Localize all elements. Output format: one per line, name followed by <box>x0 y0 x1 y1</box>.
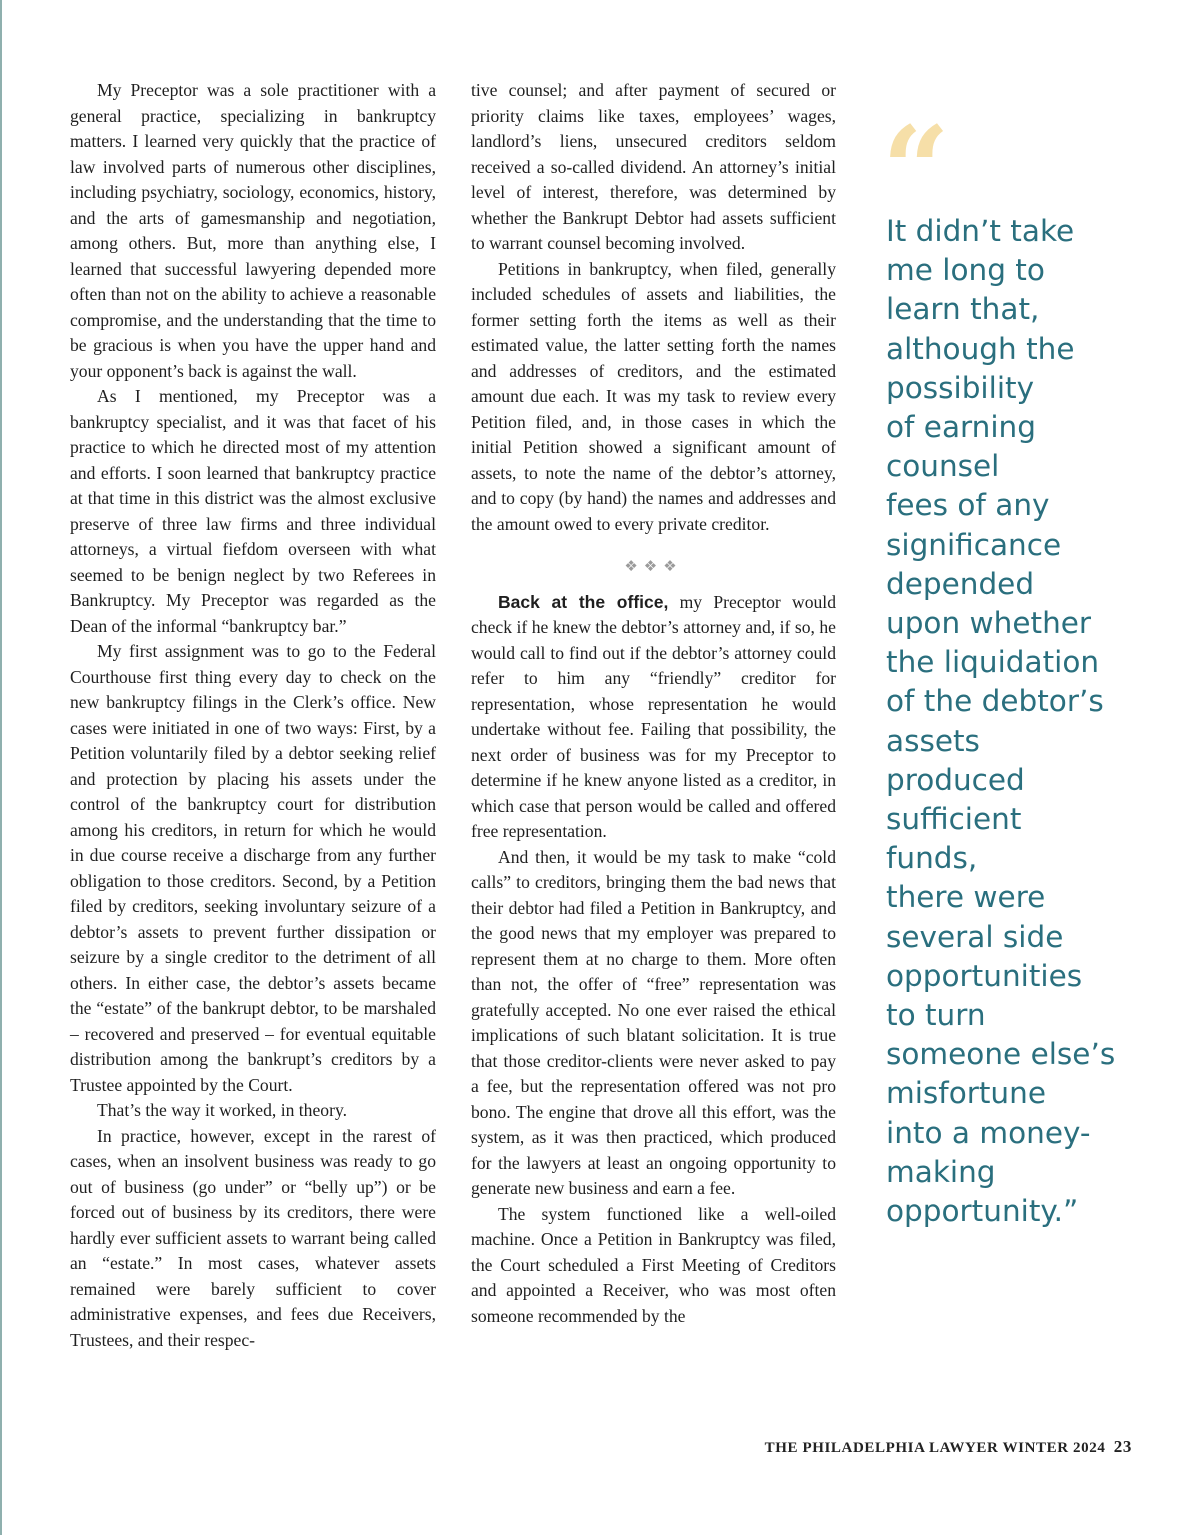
paragraph-in-theory: That’s the way it worked, in theory. <box>97 1100 347 1120</box>
paragraph-continuation: tive counsel; and after payment of secured or priority claims like taxes, employees’ wages, landlord’s liens, unsecured creditors seldom received a so-called dividend. An attorney’s initial level of interest, therefore, was determined by whether the Bankrupt Debtor had assets sufficient to warrant counsel becoming involved. <box>471 80 836 253</box>
section-break-ornament: ❖❖❖ <box>624 557 683 575</box>
paragraph-first-assignment: My first assignment was to go to the Federal Courthouse first thing every day to check on the new bankruptcy filings in the Clerk’s office. New cases were initiated in one of two ways: First, by a Petition voluntarily filed by a debtor seeking relief and protection by placing his assets under the control of the bankruptcy court for distribution among his creditors, in return for which he would in due course receive a discharge from any further obligation to those creditors. Second, by a Petition filed by creditors, seeking involuntary seizure of a debtor’s assets to prevent further dissipation or seizure by a single creditor to the detriment of all others. In either case, the debtor’s assets became the “estate” of the bankrupt debtor, to be marshaled – recovered and preserved – for eventual equitable distribution among the bankrupt’s creditors by a Trustee appointed by the Court. <box>70 641 436 1095</box>
pull-quote-line: possibility <box>886 370 1035 405</box>
publication-name: THE PHILADELPHIA LAWYER <box>764 1440 999 1456</box>
pull-quote-line: making <box>886 1154 996 1189</box>
pull-quote-line: upon whether <box>886 606 1092 641</box>
pull-quote-line: depended <box>886 566 1035 601</box>
pull-quote-line: me long to <box>886 253 1045 288</box>
page-footer <box>765 1437 1132 1457</box>
pull-quote-line: It didn’t take <box>886 214 1075 248</box>
pull-quote-line: misfortune <box>886 1076 1046 1111</box>
pull-quote-line: into a money- <box>886 1115 1091 1150</box>
paragraph-petitions: Petitions in bankruptcy, when filed, generally included schedules of assets and liabilities, the former setting forth the items as well as their estimated value, the latter setting forth the names and addresses of creditors, and the estimated amount due each. It was my task to review every Petition filed, and, in those cases in which the initial Petition showed a significant amount of assets, to note the name of the debtor’s attorney, and to copy (by hand) the names and addresses and the amount owed to every private creditor. <box>471 258 836 534</box>
pull-quote-line: the liquidation <box>886 645 1100 680</box>
pull-quote-line: significance <box>886 527 1062 562</box>
article-column-left <box>70 78 436 1353</box>
paragraph-preceptor-intro: My Preceptor was a sole practitioner with a general practice, specializing in bankruptcy matters. I learned very quickly that the practice of law involved parts of numerous other disciplines, including psychiatry, sociology, economics, history, and the arts of gamesmanship and negotiation, among others. But, more than anything else, I learned that successful lawyering depended more often than not on the ability to achieve a reasonable compromise, and the understanding that the time to be gracious is when you have the upper hand and your opponent’s back is against the wall. <box>70 80 436 381</box>
page-number: 23 <box>1113 1437 1132 1456</box>
pull-quote-line: sufficient <box>886 802 1022 837</box>
issue-date: WINTER 2024 <box>1002 1440 1106 1456</box>
paragraph-office-text: my Preceptor would check if he knew the debtor’s attorney and, if so, he would call to find out if the debtor’s attorney could refer to him any “friendly” creditor for representation, whose representation he would undertake without fee. Failing that possibility, the next order of business was for my Preceptor to determine if he knew anyone listed as a creditor, in which case that person would be called and offered free representation. <box>471 591 836 841</box>
pull-quote-line: although the <box>886 331 1075 366</box>
paragraph-back-at-office <box>471 590 836 845</box>
page-edge-line <box>0 0 2 1535</box>
pull-quote-line: produced <box>886 762 1025 797</box>
pull-quote-line: of the debtor’s <box>886 684 1104 719</box>
pull-quote-line: opportunities <box>886 958 1083 993</box>
pull-quote-line: opportunity.” <box>886 1194 1079 1229</box>
pull-quote-line: several side <box>886 919 1064 954</box>
pull-quote-line: funds, <box>886 841 978 876</box>
quote-mark-icon: “ <box>882 100 950 239</box>
lead-in-text: Back at the office, <box>498 591 669 612</box>
paragraph-system: The system functioned like a well-oiled machine. Once a Petition in Bankruptcy was filed, the Court scheduled a First Meeting of Creditors and appointed a Receiver, who was most often someone recommended by the <box>471 1203 836 1326</box>
paragraph-cold-calls: And then, it would be my task to make “cold calls” to creditors, bringing them the bad news that their debtor had filed a Petition in Bankruptcy, and the good news that my employer was prepared to represent them at no charge to them. More often than not, the offer of “free” representation was gratefully accepted. No one ever raised the ethical implications of such blatant solicitation. It is true that those creditor-clients were never asked to pay a fee, but the representation offered was not pro bono. The engine that drove all this effort, was the system, as it was then practiced, which produced for the lawyers at least an ongoing opportunity to generate new business and earn a fee. <box>471 846 836 1198</box>
pull-quote <box>882 100 1176 1231</box>
pull-quote-line: there were <box>886 880 1046 915</box>
pull-quote-line: counsel <box>886 449 1000 484</box>
pull-quote-line: to turn <box>886 998 986 1033</box>
paragraph-bankruptcy-specialist: As I mentioned, my Preceptor was a bankruptcy specialist, and it was that facet of his practice to which he directed most of my attention and efforts. I soon learned that bankruptcy practice at that time in this district was the almost exclusive preserve of three law firms and three individual attorneys, a virtual fiefdom overseen with what seemed to be benign neglect by two Referees in Bankruptcy. My Preceptor was regarded as the Dean of the informal “bankruptcy bar.” <box>70 386 436 636</box>
pull-quote-line: someone else’s <box>886 1037 1116 1072</box>
article-column-middle <box>471 78 836 1329</box>
pull-quote-line: fees of any <box>886 488 1050 523</box>
pull-quote-line: assets <box>886 723 980 758</box>
pull-quote-line: of earning <box>886 410 1036 445</box>
pull-quote-line: learn that, <box>886 292 1040 327</box>
pull-quote-text <box>886 212 1176 1231</box>
paragraph-in-practice: In practice, however, except in the rarest of cases, when an insolvent business was ready to go out of business (go under” or “belly up”) or be forced out of business by its creditors, there were hardly ever sufficient assets to warrant being called an “estate.” In most cases, whatever assets remained were barely sufficient to cover administrative expenses, and fees due Receivers, Trustees, and their respec- <box>70 1125 436 1350</box>
